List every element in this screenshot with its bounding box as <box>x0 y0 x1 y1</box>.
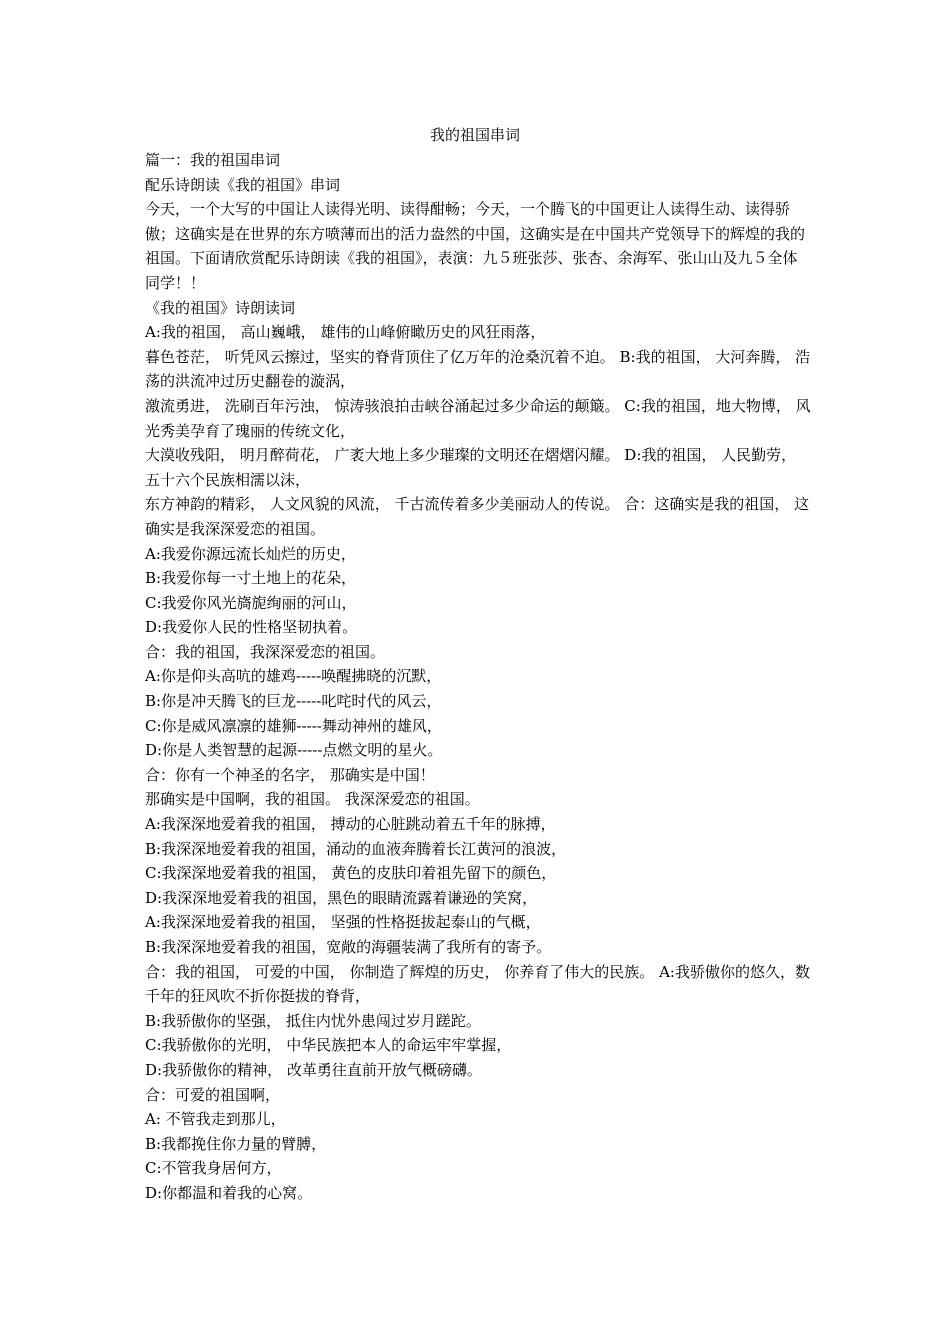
paragraph: A:你是仰头高吭的雄鸡-----唤醒拂晓的沉默， <box>145 667 442 686</box>
paragraph: B:我爱你每一寸土地上的花朵， <box>145 569 357 588</box>
paragraph: C:我爱你风光旖旎绚丽的河山， <box>145 593 357 612</box>
document-body <box>145 148 811 1206</box>
document-title: 我的祖国串词 <box>429 126 520 144</box>
paragraph: C:我骄傲你的光明， 中华民族把本人的命运牢牢掌握， <box>145 1036 512 1055</box>
paragraph: A:我的祖国， 高山巍峨， 雄伟的山峰俯瞰历史的风狂雨落， <box>145 323 546 342</box>
paragraph: 合：我的祖国，我深深爱恋的祖国。 <box>145 642 386 661</box>
paragraph: 东方神韵的精彩， 人文风貌的风流， 千古流传着多少美丽动人的传说。 合：这确实是我的祖国， 这确实是我深深爱恋的祖国。 <box>145 495 810 538</box>
paragraph: 配乐诗朗读《我的祖国》串词 <box>145 175 341 194</box>
paragraph: 暮色苍茫， 听凭风云擦过，坚实的脊背顶住了亿万年的沧桑沉着不迫。 B:我的祖国， 大河奔腾， 浩荡的洪流冲过历史翻卷的漩涡， <box>145 347 811 391</box>
paragraph: A:我爱你源远流长灿烂的历史， <box>145 544 356 563</box>
paragraph: D:你是人类智慧的起源-----点燃文明的星火。 <box>145 741 443 760</box>
paragraph: 那确实是中国啊，我的祖国。 我深深爱恋的祖国。 <box>145 790 480 809</box>
paragraph: D:你都温和着我的心窝。 <box>145 1183 313 1202</box>
paragraph: 合：可爱的祖国啊， <box>145 1085 281 1104</box>
paragraph: 激流勇进， 洗刷百年污浊， 惊涛骇浪拍击峡谷涌起过多少命运的颠簸。 C:我的祖国，地大物博， 风光秀美孕育了瑰丽的传统文化， <box>145 396 811 440</box>
paragraph: 合：我的祖国， 可爱的中国， 你制造了辉煌的历史， 你养育了伟大的民族。 A:我骄傲你的悠久，数千年的狂风吹不折你挺拔的脊背， <box>145 962 810 1006</box>
paragraph: 篇一：我的祖国串词 <box>145 151 281 169</box>
paragraph: A: 不管我走到那儿， <box>145 1110 286 1129</box>
paragraph: A:我深深地爱着我的祖国， 坚强的性格挺拔起泰山的气概， <box>145 913 541 932</box>
paragraph: D:我骄傲你的精神， 改革勇往直前开放气概磅礴。 <box>145 1060 482 1079</box>
paragraph: C:不管我身居何方， <box>145 1159 282 1178</box>
paragraph: B:我骄傲你的坚强， 抵住内忧外患闯过岁月蹉跎。 <box>145 1011 481 1030</box>
paragraph: B:我都挽住你力量的臂膊， <box>145 1134 327 1153</box>
paragraph: D:我爱你人民的性格坚韧执着。 <box>145 618 358 637</box>
paragraph: B:我深深地爱着我的祖国，涌动的血液奔腾着长江黄河的浪波， <box>145 839 567 858</box>
paragraph: C:你是威风凛凛的雄狮-----舞动神州的雄风， <box>145 716 442 735</box>
paragraph: A:我深深地爱着我的祖国， 搏动的心脏跳动着五千年的脉搏， <box>145 815 556 834</box>
paragraph: 《我的祖国》诗朗读词 <box>145 298 296 317</box>
paragraph: 大漠收残阳， 明月醉荷花， 广袤大地上多少璀璨的文明还在熠熠闪耀。 D:我的祖国， 人民勤劳，五十六个民族相濡以沫， <box>145 446 797 489</box>
paragraph: B:你是冲天腾飞的巨龙-----叱咤时代的风云， <box>145 692 442 711</box>
paragraph: D:我深深地爱着我的祖国，黑色的眼睛流露着谦逊的笑窝， <box>145 888 538 907</box>
paragraph: 今天，一个大写的中国让人读得光明、读得酣畅；今天，一个腾飞的中国更让人读得生动、读得骄傲；这确实是在世界的东方喷薄而出的活力盎然的中国，这确实是在中国共产党领导下的辉煌的我的祖国。下面请欣赏配乐诗朗读《我的祖国》，表演：九５班张莎、张杏、余海军、张山山及九５全体同学！！ <box>145 200 806 292</box>
paragraph: C:我深深地爱着我的祖国， 黄色的皮肤印着祖先留下的颜色， <box>145 864 557 883</box>
paragraph: B:我深深地爱着我的祖国，宽敞的海疆装满了我所有的寄予。 <box>145 938 552 956</box>
paragraph: 合：你有一个神圣的名字， 那确实是中国！ <box>145 765 435 784</box>
